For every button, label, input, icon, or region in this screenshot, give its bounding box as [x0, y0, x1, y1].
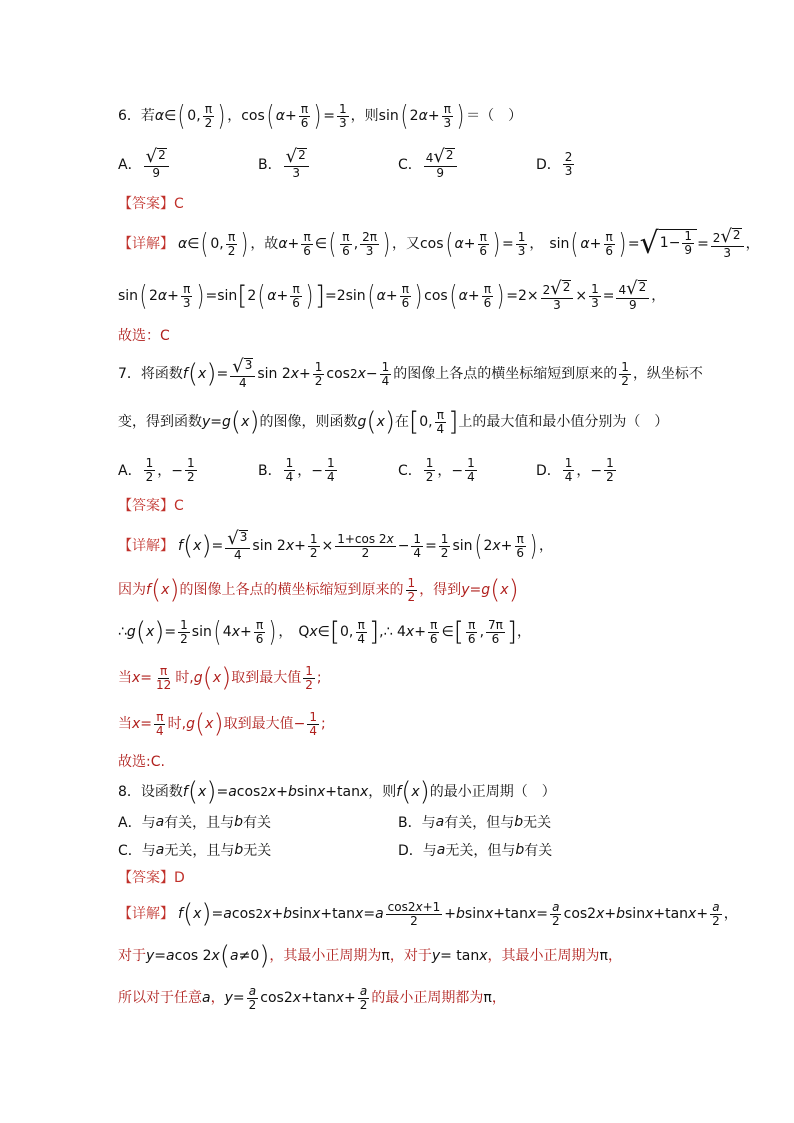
q8-detail-line1: 【详解】 f ( x ) = a cos 2 x + b sin x +tan x = a $\frac{\cos 2x+1}{2}$ + b sin x +tan x = $\frac{a}{2}$ cos2 x + b sin x +tan x + $\frac{a}{2}$ ， [118, 899, 738, 929]
q7-detail-max: 当 x = $\frac{\pi}{12}$ 时, g ( x ) 取到最大值 $\frac{1}{2}$ ; [118, 663, 322, 693]
q7-stem-line1: 7．将函数 f ( x ) = √ 3 4 sin 2 x + $\frac{1}{2}$ cos 2 x − $\frac{1}{4}$ 的图像上各点的横坐标缩短到原来的 $\frac{1}{2}$ ，纵坐标不 [118, 356, 703, 391]
q8-option-c: C．与 a 无关，且与 b 无关 [118, 842, 272, 859]
q8-detail-line2: 对于 y = a cos 2 x ( a ≠0 ) ，其最小正周期为 π ，对于 y = tan x ，其最小正周期为 π ， [118, 941, 622, 971]
q7-detail-line1: 【详解】 f ( x ) = √ 3 4 sin 2 x + $\frac{1}{2}$ × $\frac{1+\cos 2x}{2}$ − $\frac{1}{4}$ = $\frac{1}{2}$ sin ( 2 x + $\frac{\pi}{6}$ ) ， [118, 528, 553, 563]
q7-option-d: D． $\frac{1}{4}$ ，− $\frac{1}{2}$ [536, 455, 614, 484]
q6-detail-line1: 【详解】 α ∈ ( 0, $\frac{\pi}{2}$ ) ，故 α + $\frac{\pi}{6}$ ∈ ( $\frac{\pi}{6}$ , $\frac{2\pi}{3}$ ) ，又 cos ( α + $\frac{\pi}{6}$ ) = $\frac{1}{3}$ ， sin ( α + $\frac{\pi}{6}$ ) = √ 1− $\frac{1}{9}$ = 2 √ 2 3 ， [118, 226, 760, 261]
q6-answer: 【答案】C [118, 196, 184, 212]
q7-detail-line2: 因为 f ( x ) 的图像上各点的横坐标缩短到原来的 $\frac{1}{2}$ ，得到 y = g ( x ) [118, 575, 519, 605]
q8-stem: 8．设函数 f ( x ) = a cos 2 x + b sin x +tan x ，则 f ( x ) 的最小正周期（ ） [118, 777, 556, 807]
q6-conclusion: 故选：C [118, 328, 170, 344]
q8-option-d: D．与 a 无关，但与 b 有关 [398, 842, 553, 859]
q8-option-b: B．与 a 有关，但与 b 无关 [398, 814, 552, 831]
q7-option-b: B． $\frac{1}{4}$ ，− $\frac{1}{4}$ [258, 455, 335, 484]
q7-option-c: C． $\frac{1}{2}$ ，− $\frac{1}{4}$ [398, 455, 475, 484]
q6-option-c: C． 4 √ 2 9 [398, 144, 459, 184]
q6-detail-line2: sin ( 2 α + $\frac{\pi}{3}$ ) =sin [ 2 ( α + $\frac{\pi}{6}$ ) ] =2sin ( α + $\frac{\pi}{6}$ ) cos ( α + $\frac{\pi}{6}$ ) =2× 2 √ 2 3 × $\frac{1}{3}$ = 4 √ 2 9 ， [118, 278, 666, 313]
q7-conclusion: 故选:C. [118, 754, 165, 770]
q7-detail-min: 当 x = $\frac{\pi}{4}$ 时, g ( x ) 取到最大值 − $\frac{1}{4}$ ; [118, 709, 326, 739]
q7-option-a: A． $\frac{1}{2}$ ，− $\frac{1}{2}$ [118, 455, 195, 484]
q6-option-d: D． $\frac{2}{3}$ [536, 149, 573, 178]
q8-answer: 【答案】D [118, 870, 185, 886]
q8-detail-line3: 所以对于任意 a ， y = $\frac{a}{2}$ cos2 x +tan x + $\frac{a}{2}$ 的最小正周期都为 π ， [118, 983, 506, 1012]
q7-answer: 【答案】C [118, 498, 184, 514]
q6-stem: 6．若 α ∈ ( 0, $\frac{\pi}{2}$ ) ， cos ( α + $\frac{\pi}{6}$ ) = $\frac{1}{3}$ ，则 sin ( 2 α + $\frac{\pi}{3}$ ) ＝（ ） [118, 99, 523, 132]
q7-detail-line3: ∴ g ( x ) = $\frac{1}{2}$ sin ( 4 x + $\frac{\pi}{6}$ ) ， Q x ∈ [ 0, $\frac{\pi}{4}$ ] ,∴ 4 x + $\frac{\pi}{6}$ ∈ [ $\frac{\pi}{6}$ , $\frac{7\pi}{6}$ ] ， [118, 615, 532, 648]
q6-option-a: A． √ 2 9 [118, 144, 171, 184]
q8-option-a: A．与 a 有关，且与 b 有关 [118, 814, 272, 831]
q7-stem-line2: 变，得到函数 y = g ( x ) 的图像，则函数 g ( x ) 在 [ 0, $\frac{\pi}{4}$ ] 上的最大值和最小值分别为（ ） [118, 407, 669, 437]
q6-option-b: B． √ 2 3 [258, 144, 311, 184]
